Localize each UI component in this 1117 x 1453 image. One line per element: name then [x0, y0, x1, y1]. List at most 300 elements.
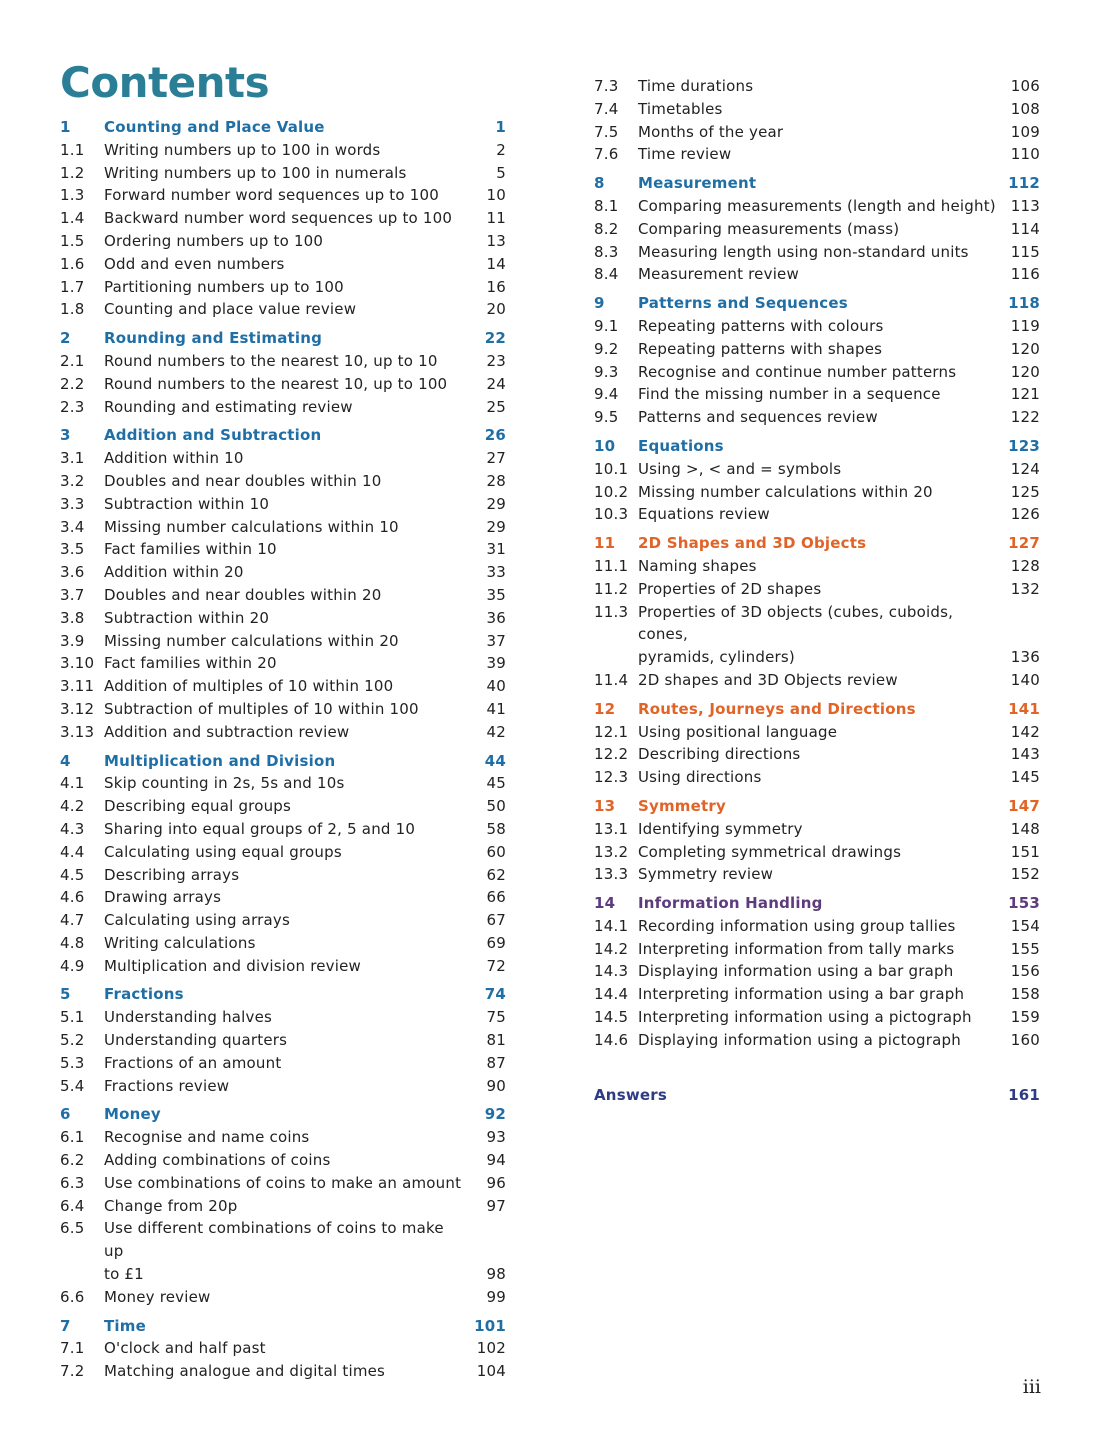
section-entry[interactable] [60, 841, 506, 864]
entry-number: 8.1 [594, 196, 619, 215]
entry-title: Ordering numbers up to 100 [104, 231, 324, 250]
entry-number: 5 [60, 985, 71, 1004]
section-entry[interactable] [594, 195, 1040, 218]
section-entry[interactable] [594, 863, 1040, 886]
entry-number: 7.1 [60, 1339, 85, 1358]
entry-title: Drawing arrays [104, 888, 222, 907]
entry-number: 4.4 [60, 842, 85, 861]
entry-number: 9.5 [594, 408, 619, 427]
section-entry[interactable] [594, 578, 1040, 601]
entry-number: 4.9 [60, 956, 85, 975]
entry-page: 92 [484, 1105, 506, 1124]
entry-page: 102 [476, 1339, 506, 1358]
entry-title: Adding combinations of coins [104, 1151, 331, 1170]
entry-number: 13.1 [594, 819, 629, 838]
entry-title: Forward number word sequences up to 100 [104, 186, 439, 205]
answers-entry[interactable] [594, 1084, 1040, 1107]
section-entry[interactable] [60, 1172, 506, 1195]
entry-title: Time [104, 1316, 146, 1335]
entry-title: Backward number word sequences up to 100 [104, 209, 453, 228]
entry-number: 1.7 [60, 277, 85, 296]
section-entry[interactable] [60, 584, 506, 607]
entry-page: 104 [476, 1362, 506, 1381]
entry-page: 120 [1010, 362, 1040, 381]
section-entry[interactable] [594, 818, 1040, 841]
entry-number: 10.1 [594, 459, 629, 478]
chapter-entry[interactable] [60, 1315, 506, 1338]
chapter-entry[interactable] [594, 292, 1040, 315]
entry-number: 3.4 [60, 517, 85, 536]
entry-title: Subtraction of multiples of 10 within 100 [104, 699, 419, 718]
chapter-entry[interactable] [594, 435, 1040, 458]
entry-title: Information Handling [638, 894, 823, 913]
section-entry[interactable] [594, 218, 1040, 241]
entry-number: 2.2 [60, 374, 85, 393]
section-entry[interactable] [60, 1337, 506, 1360]
entry-number: 14.5 [594, 1008, 629, 1027]
page-number: iii [1022, 1376, 1041, 1398]
entry-title: Fact families within 20 [104, 654, 277, 673]
section-entry[interactable] [594, 241, 1040, 264]
section-entry[interactable] [60, 350, 506, 373]
entry-title: 2D shapes and 3D Objects review [638, 670, 898, 689]
entry-title: Months of the year [638, 122, 784, 141]
entry-title: Symmetry [638, 796, 726, 815]
entry-title: Recording information using group tallies [638, 916, 956, 935]
entry-title: Using >, < and = symbols [638, 459, 842, 478]
entry-title: Repeating patterns with shapes [638, 339, 883, 358]
section-entry[interactable] [60, 1360, 506, 1383]
section-entry[interactable] [60, 184, 506, 207]
entry-page: 93 [486, 1128, 506, 1147]
section-entry[interactable] [60, 1263, 506, 1286]
entry-number: 14 [594, 894, 616, 913]
entry-page: 42 [486, 722, 506, 741]
entry-page: 142 [1010, 722, 1040, 741]
entry-page: 16 [486, 277, 506, 296]
section-entry[interactable] [60, 1126, 506, 1149]
entry-title: Patterns and sequences review [638, 408, 878, 427]
section-entry[interactable] [594, 1006, 1040, 1029]
entry-page: 120 [1010, 339, 1040, 358]
section-entry[interactable] [60, 1217, 506, 1263]
entry-number: 3.10 [60, 654, 95, 673]
entry-title: Properties of 3D objects (cubes, cuboids, cones, [638, 602, 954, 644]
section-entry[interactable] [60, 630, 506, 653]
entry-title: Fractions [104, 985, 184, 1004]
entry-title: Measurement [638, 174, 757, 193]
entry-number: 3.6 [60, 563, 85, 582]
section-entry[interactable] [60, 298, 506, 321]
entry-page: 33 [486, 563, 506, 582]
entry-page: 36 [486, 608, 506, 627]
entry-title: Use different combinations of coins to make up [104, 1219, 444, 1261]
section-entry[interactable] [60, 447, 506, 470]
section-entry[interactable] [594, 75, 1040, 98]
section-entry[interactable] [60, 652, 506, 675]
entry-title: Using directions [638, 768, 762, 787]
entry-number: 11 [594, 534, 616, 553]
entry-title: Missing number calculations within 10 [104, 517, 399, 536]
entry-title: Comparing measurements (length and height) [638, 196, 996, 215]
entry-number: 8 [594, 174, 605, 193]
entry-page: 141 [1008, 699, 1040, 718]
chapter-entry[interactable] [594, 172, 1040, 195]
section-entry[interactable] [60, 864, 506, 887]
entry-page: 160 [1010, 1030, 1040, 1049]
entry-title: Displaying information using a bar graph [638, 962, 954, 981]
section-entry[interactable] [60, 1006, 506, 1029]
entry-page: 14 [486, 254, 506, 273]
entry-number: 6.6 [60, 1287, 85, 1306]
chapter-entry[interactable] [60, 116, 506, 139]
section-entry[interactable] [60, 162, 506, 185]
entry-number: 9 [594, 294, 605, 313]
section-entry[interactable] [594, 338, 1040, 361]
entry-title: Fact families within 10 [104, 540, 277, 559]
section-entry[interactable] [594, 143, 1040, 166]
entry-page: 67 [486, 911, 506, 930]
section-entry[interactable] [60, 607, 506, 630]
entry-number: 8.3 [594, 242, 619, 261]
section-entry[interactable] [594, 601, 1040, 647]
section-entry[interactable] [60, 516, 506, 539]
section-entry[interactable] [60, 1029, 506, 1052]
section-entry[interactable] [594, 458, 1040, 481]
section-entry[interactable] [60, 561, 506, 584]
entry-number: 1.6 [60, 254, 85, 273]
entry-title: Find the missing number in a sequence [638, 385, 941, 404]
section-entry[interactable] [594, 98, 1040, 121]
entry-title: Missing number calculations within 20 [638, 482, 933, 501]
entry-number: 3.13 [60, 722, 95, 741]
section-entry[interactable] [60, 253, 506, 276]
entry-page: 128 [1010, 556, 1040, 575]
entry-title: Writing numbers up to 100 in words [104, 140, 381, 159]
entry-number: 1.5 [60, 231, 85, 250]
entry-title: Round numbers to the nearest 10, up to 100 [104, 374, 448, 393]
entry-page: 62 [486, 865, 506, 884]
entry-page: 35 [486, 585, 506, 604]
chapter-entry[interactable] [594, 795, 1040, 818]
entry-number: 1.4 [60, 209, 85, 228]
entry-number: 5.2 [60, 1031, 85, 1050]
entry-number: 6 [60, 1105, 71, 1124]
section-entry[interactable] [60, 207, 506, 230]
section-entry[interactable] [594, 361, 1040, 384]
section-entry[interactable] [60, 955, 506, 978]
entry-title: Equations [638, 436, 724, 455]
section-entry[interactable] [60, 932, 506, 955]
section-entry[interactable] [594, 983, 1040, 1006]
entry-title: Recognise and continue number patterns [638, 362, 957, 381]
section-entry[interactable] [60, 1286, 506, 1309]
entry-number: 4.3 [60, 819, 85, 838]
contents-right-column [594, 75, 1040, 1052]
entry-number: 12.3 [594, 768, 629, 787]
section-entry[interactable] [594, 383, 1040, 406]
entry-number: 3.3 [60, 494, 85, 513]
entry-number: 3.8 [60, 608, 85, 627]
section-entry[interactable] [60, 1052, 506, 1075]
entry-number: 3.12 [60, 699, 95, 718]
entry-number: 9.2 [594, 339, 619, 358]
entry-page: 60 [486, 842, 506, 861]
section-entry[interactable] [594, 646, 1040, 669]
section-entry[interactable] [594, 669, 1040, 692]
entry-number: 5.1 [60, 1008, 85, 1027]
entry-number: 6.4 [60, 1196, 85, 1215]
section-entry[interactable] [60, 373, 506, 396]
entry-title: Symmetry review [638, 865, 774, 884]
entry-page: 2 [496, 140, 506, 159]
chapter-entry[interactable] [594, 892, 1040, 915]
entry-page: 147 [1008, 796, 1040, 815]
entry-page: 39 [486, 654, 506, 673]
entry-page: 114 [1010, 219, 1040, 238]
entry-title: Addition and Subtraction [104, 426, 322, 445]
entry-page: 116 [1010, 265, 1040, 284]
entry-title: Round numbers to the nearest 10, up to 10 [104, 351, 438, 370]
section-entry[interactable] [594, 960, 1040, 983]
entry-page: 109 [1010, 122, 1040, 141]
entry-title: Interpreting information from tally marks [638, 939, 955, 958]
section-entry[interactable] [594, 263, 1040, 286]
entry-title: Counting and Place Value [104, 118, 325, 136]
entry-page: 143 [1010, 745, 1040, 764]
section-entry[interactable] [60, 1149, 506, 1172]
chapter-entry[interactable] [60, 424, 506, 447]
entry-page: 152 [1010, 865, 1040, 884]
chapter-entry[interactable] [60, 327, 506, 350]
entry-number: 5.4 [60, 1076, 85, 1095]
section-entry[interactable] [60, 396, 506, 419]
section-entry[interactable] [60, 230, 506, 253]
section-entry[interactable] [60, 795, 506, 818]
section-entry[interactable] [60, 772, 506, 795]
section-entry[interactable] [60, 276, 506, 299]
entry-number: 14.6 [594, 1030, 629, 1049]
entry-title: Addition within 20 [104, 563, 244, 582]
section-entry[interactable] [60, 1075, 506, 1098]
entry-title: Rounding and Estimating [104, 329, 323, 348]
chapter-entry[interactable] [60, 983, 506, 1006]
entry-title: Identifying symmetry [638, 819, 803, 838]
entry-number: 14.1 [594, 916, 629, 935]
entry-title: Time durations [638, 77, 754, 95]
section-entry[interactable] [594, 938, 1040, 961]
entry-number: 4.7 [60, 911, 85, 930]
entry-title: Skip counting in 2s, 5s and 10s [104, 774, 345, 793]
section-entry[interactable] [594, 841, 1040, 864]
section-entry[interactable] [60, 675, 506, 698]
section-entry[interactable] [594, 915, 1040, 938]
section-entry[interactable] [594, 555, 1040, 578]
entry-page: 158 [1010, 985, 1040, 1004]
entry-number: 1.1 [60, 140, 85, 159]
entry-number: 8.4 [594, 265, 619, 284]
section-entry[interactable] [594, 766, 1040, 789]
entry-title: Calculating using equal groups [104, 842, 342, 861]
entry-page: 22 [484, 329, 506, 348]
entry-page: 151 [1010, 842, 1040, 861]
entry-title: Describing directions [638, 745, 801, 764]
entry-title: Completing symmetrical drawings [638, 842, 902, 861]
entry-page: 119 [1010, 316, 1040, 335]
chapter-entry[interactable] [594, 532, 1040, 555]
entry-page: 50 [486, 797, 506, 816]
entry-number: 13.3 [594, 865, 629, 884]
entry-title: Understanding quarters [104, 1031, 288, 1050]
entry-page: 122 [1010, 408, 1040, 427]
entry-page: 126 [1010, 505, 1040, 524]
entry-number: 1 [60, 118, 71, 136]
entry-number: 13 [594, 796, 616, 815]
section-entry[interactable] [60, 721, 506, 744]
entry-number: 2.1 [60, 351, 85, 370]
entry-page: 115 [1010, 242, 1040, 261]
entry-number: 1.8 [60, 300, 85, 319]
section-entry[interactable] [60, 818, 506, 841]
entry-page: 99 [486, 1287, 506, 1306]
section-entry[interactable] [594, 121, 1040, 144]
section-entry[interactable] [594, 481, 1040, 504]
entry-title: Properties of 2D shapes [638, 579, 822, 598]
chapter-entry[interactable] [594, 698, 1040, 721]
entry-page: 110 [1010, 145, 1040, 164]
entry-title: Writing calculations [104, 933, 256, 952]
entry-page: 75 [486, 1008, 506, 1027]
entry-title: Use combinations of coins to make an amount [104, 1173, 462, 1192]
entry-page: 118 [1008, 294, 1040, 313]
entry-page: 23 [486, 351, 506, 370]
entry-title: Money [104, 1105, 161, 1124]
entry-number: 2.3 [60, 397, 85, 416]
entry-title: Time review [638, 145, 732, 164]
entry-page: 154 [1010, 916, 1040, 935]
entry-number: 3.1 [60, 449, 85, 468]
entry-page: 136 [1010, 648, 1040, 667]
entry-page: 37 [486, 631, 506, 650]
entry-page: 20 [486, 300, 506, 319]
entry-number: 3 [60, 426, 71, 445]
chapter-entry[interactable] [60, 1103, 506, 1126]
entry-number: 7.3 [594, 77, 619, 95]
page-title: Contents [60, 58, 270, 107]
entry-number: 6.2 [60, 1151, 85, 1170]
entry-number: 4 [60, 751, 71, 770]
entry-page: 148 [1010, 819, 1040, 838]
entry-title: Rounding and estimating review [104, 397, 353, 416]
entry-title: Measuring length using non-standard units [638, 242, 969, 261]
entry-page: 66 [486, 888, 506, 907]
section-entry[interactable] [594, 1029, 1040, 1052]
entry-title: Doubles and near doubles within 10 [104, 471, 382, 490]
entry-page: 90 [486, 1076, 506, 1095]
entry-page: 108 [1010, 99, 1040, 118]
entry-title: Missing number calculations within 20 [104, 631, 399, 650]
section-entry[interactable] [60, 493, 506, 516]
section-entry[interactable] [60, 470, 506, 493]
chapter-entry[interactable] [60, 750, 506, 773]
entry-number: 1.3 [60, 186, 85, 205]
section-entry[interactable] [60, 139, 506, 162]
section-entry[interactable] [60, 538, 506, 561]
section-entry[interactable] [60, 886, 506, 909]
section-entry[interactable] [594, 503, 1040, 526]
entry-page: 45 [486, 774, 506, 793]
entry-title: Subtraction within 20 [104, 608, 270, 627]
entry-title: Comparing measurements (mass) [638, 219, 900, 238]
section-entry[interactable] [60, 909, 506, 932]
entry-number: 11.2 [594, 579, 629, 598]
entry-number: 9.3 [594, 362, 619, 381]
entry-page: 112 [1008, 174, 1040, 193]
entry-number: 9.4 [594, 385, 619, 404]
entry-page: 124 [1010, 459, 1040, 478]
entry-number: 3.9 [60, 631, 85, 650]
entry-title: pyramids, cylinders) [638, 648, 795, 667]
entry-number: 12 [594, 699, 616, 718]
entry-number: 7.5 [594, 122, 619, 141]
entry-page: 44 [484, 751, 506, 770]
section-entry[interactable] [60, 698, 506, 721]
entry-title: Subtraction within 10 [104, 494, 270, 513]
entry-number: 9.1 [594, 316, 619, 335]
entry-page: 140 [1010, 670, 1040, 689]
entry-page: 127 [1008, 534, 1040, 553]
section-entry[interactable] [60, 1195, 506, 1218]
entry-number: 10 [594, 436, 616, 455]
entry-number: 3.7 [60, 585, 85, 604]
entry-number: 10.3 [594, 505, 629, 524]
entry-title: to £1 [104, 1265, 144, 1284]
entry-number: 2 [60, 329, 71, 348]
entry-page: 26 [484, 426, 506, 445]
section-entry[interactable] [594, 406, 1040, 429]
entry-number: 8.2 [594, 219, 619, 238]
section-entry[interactable] [594, 721, 1040, 744]
entry-page: 40 [486, 677, 506, 696]
entry-page: 87 [486, 1053, 506, 1072]
section-entry[interactable] [594, 743, 1040, 766]
section-entry[interactable] [594, 315, 1040, 338]
entry-title: Understanding halves [104, 1008, 273, 1027]
entry-page: 1 [495, 118, 506, 136]
entry-number: 10.2 [594, 482, 629, 501]
entry-page: 113 [1010, 196, 1040, 215]
entry-page: 125 [1010, 482, 1040, 501]
entry-page: 13 [486, 231, 506, 250]
answers-page: 161 [1008, 1086, 1040, 1104]
entry-title: Naming shapes [638, 556, 757, 575]
entry-page: 25 [486, 397, 506, 416]
entry-title: Patterns and Sequences [638, 294, 848, 313]
entry-title: Describing arrays [104, 865, 240, 884]
entry-page: 69 [486, 933, 506, 952]
entry-page: 27 [486, 449, 506, 468]
entry-number: 14.2 [594, 939, 629, 958]
entry-number: 12.1 [594, 722, 629, 741]
entry-number: 3.11 [60, 677, 95, 696]
entry-page: 41 [486, 699, 506, 718]
entry-number: 6.3 [60, 1173, 85, 1192]
entry-page: 72 [486, 956, 506, 975]
entry-page: 74 [484, 985, 506, 1004]
entry-title: Counting and place value review [104, 300, 357, 319]
entry-number: 12.2 [594, 745, 629, 764]
entry-title: Fractions review [104, 1076, 230, 1095]
